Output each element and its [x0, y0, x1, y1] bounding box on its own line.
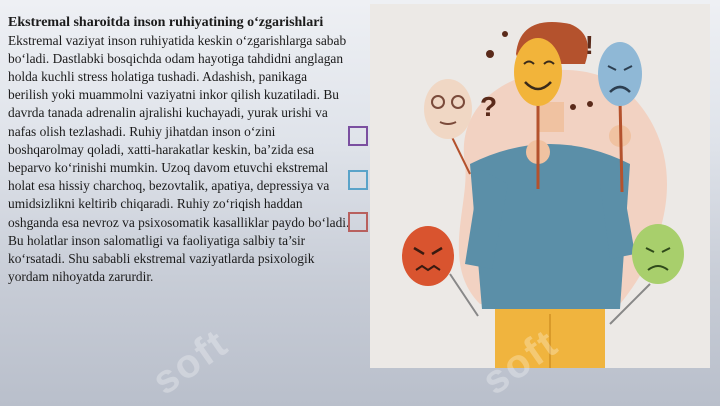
purple-square-marker: [348, 126, 368, 146]
watermark-text: soft: [144, 320, 237, 404]
article-body: Ekstremal vaziyat inson ruhiyatida keskin o‘zgarishlarga sabab bo‘ladi. Dastlabki bosqichda odam hayotiga tahdidni anglagan holda kuchli stress holatiga tushadi. Adashish, panikaga berilish yoki muammolni vaziyatni inkor qilish kuzatiladi. Bu davrda tanada adrenalin ajralishi kuchayadi, yurak urishi va nafas olish tezlashadi. Ruhiy jihatdan inson o‘zini boshqarolmay qoladi, xatti-harakatlar keskin, ba’zida esa beparvo ko‘rinishi mumkin. Uzoq davom etuvchi ekstremal holat esa hissiy charchoq, bezovtalik, apatiya, depressiya va umidsizlikni keltirib chiqaradi. Ruhiy zo‘riqish haddan oshganda esa nevroz va psixosomatik kasalliklar paydo bo‘ladi. Bu holatlar inson salomatligi va faoliyatiga salbiy ta’sir ko‘rsatadi. Shu sababli ekstremal vaziyatlarda psixologik yordam nihoyatda zarurdir.: [8, 32, 350, 285]
blue-square-marker: [348, 170, 368, 190]
watermark-text: soft: [474, 320, 567, 404]
svg-text:?: ?: [480, 91, 498, 122]
article-title: Ekstremal sharoitda inson ruhiyatining o‘zgarishlari: [8, 15, 324, 30]
man-with-masks-image: [370, 4, 710, 368]
article: [8, 14, 350, 286]
svg-text:!: !: [585, 30, 594, 60]
red-square-marker: [348, 212, 368, 232]
emotions-mask-illustration: [370, 4, 710, 368]
